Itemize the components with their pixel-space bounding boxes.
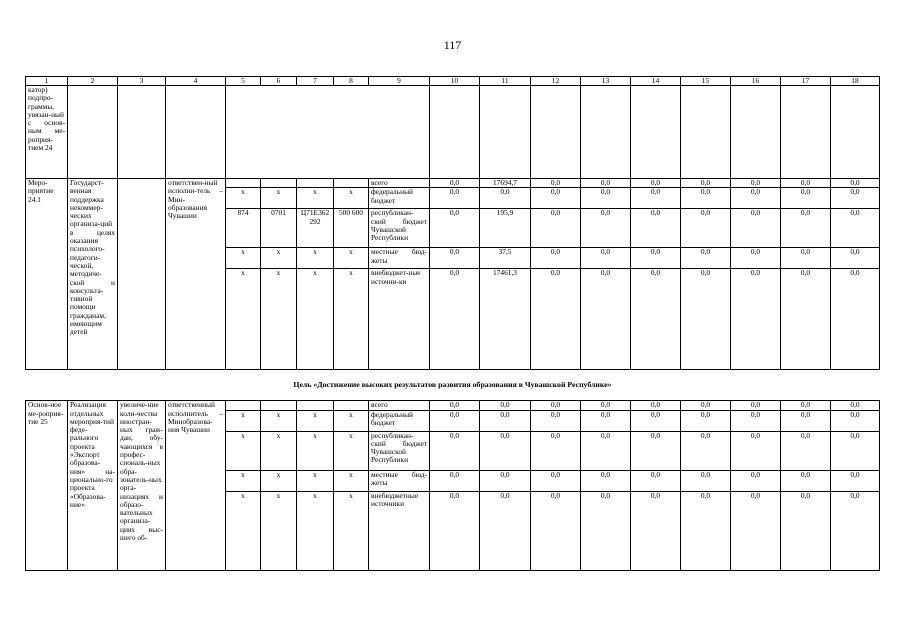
value-cell: 0,0 (681, 209, 731, 248)
executor-cell (166, 86, 226, 179)
column-number: 13 (581, 77, 631, 86)
target-item-cell: x (297, 470, 334, 491)
value-cell: 37,5 (480, 248, 531, 269)
codes-cell (226, 86, 430, 179)
value-cell: 0,0 (430, 410, 480, 431)
value-cell: 0,0 (631, 491, 681, 570)
name-cell: Государст-венная поддержка некоммер-ческих организа-ций в целях оказания психолого-педагоги-ческой, методиче-ской и консульта-тивной помощи гражданам, имеющим детей (68, 179, 118, 370)
funding-source-cell: федеральный бюджет (369, 188, 430, 209)
value-cell: 0,0 (731, 491, 781, 570)
grbs-cell: x (226, 269, 261, 370)
value-cell: 0,0 (831, 470, 880, 491)
value-cell (681, 86, 731, 179)
section-cell: x (261, 491, 297, 570)
value-cell: 0,0 (531, 188, 581, 209)
expense-type-cell: x (334, 431, 369, 470)
value-cell: 0,0 (531, 248, 581, 269)
value-cell: 0,0 (581, 401, 631, 410)
expense-type-cell: x (334, 470, 369, 491)
value-cell: 0,0 (731, 188, 781, 209)
status-cell: катор) подпро-граммы, увязан-ный с основ-ным ме-роприя-тием 24 (26, 86, 68, 179)
expense-type-cell (334, 401, 369, 410)
value-cell: 0,0 (781, 431, 831, 470)
value-cell: 0,0 (781, 410, 831, 431)
column-number: 10 (430, 77, 480, 86)
value-cell: 0,0 (631, 401, 681, 410)
executor-cell: ответственный исполнитель – Минобразова-ния Чувашии (166, 401, 226, 570)
value-cell: 0,0 (531, 209, 581, 248)
column-number: 6 (261, 77, 297, 86)
target-item-cell: Ц71Е362 292 (297, 209, 334, 248)
value-cell: 0,0 (781, 269, 831, 370)
value-cell: 0,0 (831, 401, 880, 410)
section-cell: x (261, 470, 297, 491)
value-cell: 17694,7 (480, 179, 531, 188)
value-cell: 0,0 (731, 431, 781, 470)
value-cell: 0,0 (480, 410, 531, 431)
expense-type-cell: x (334, 269, 369, 370)
value-cell: 195,9 (480, 209, 531, 248)
funding-source-cell: республикан-ский бюджет Чувашской Республики (369, 431, 430, 470)
value-cell: 0,0 (631, 188, 681, 209)
column-number: 17 (781, 77, 831, 86)
value-cell: 0,0 (581, 188, 631, 209)
value-cell: 0,0 (681, 269, 731, 370)
value-cell (531, 86, 581, 179)
value-cell: 0,0 (531, 401, 581, 410)
value-cell: 0,0 (781, 470, 831, 491)
value-cell: 0,0 (781, 179, 831, 188)
expense-type-cell: x (334, 248, 369, 269)
value-cell: 0,0 (831, 209, 880, 248)
expense-type-cell: x (334, 410, 369, 431)
section-cell: x (261, 188, 297, 209)
column-number: 16 (731, 77, 781, 86)
value-cell (631, 86, 681, 179)
target-item-cell: x (297, 248, 334, 269)
value-cell: 0,0 (531, 470, 581, 491)
target-item-cell: x (297, 491, 334, 570)
value-cell: 0,0 (480, 401, 531, 410)
value-cell: 0,0 (531, 179, 581, 188)
column-number: 9 (369, 77, 430, 86)
expense-type-cell: x (334, 491, 369, 570)
goal-heading: Цель «Достижение высоких результатов развития образования в Чувашской Республике» (26, 370, 880, 401)
value-cell: 0,0 (831, 410, 880, 431)
value-cell: 0,0 (681, 431, 731, 470)
value-cell: 0,0 (430, 269, 480, 370)
table-row (26, 179, 880, 188)
value-cell: 0,0 (781, 188, 831, 209)
target-item-cell (297, 401, 334, 410)
status-cell: Основ-ное ме-роприя-тие 25 (26, 401, 68, 570)
grbs-cell: x (226, 188, 261, 209)
value-cell: 0,0 (731, 470, 781, 491)
section-cell: x (261, 431, 297, 470)
target-item-cell: x (297, 410, 334, 431)
expense-type-cell: x (334, 188, 369, 209)
name-cell: Реализация отдельных мероприя-тий феде-рального проекта «Экспорт образова-ния» на-ционально-го проекта «Образова-ние» (68, 401, 118, 570)
target-item-cell: x (297, 269, 334, 370)
funding-source-cell: всего (369, 401, 430, 410)
value-cell: 0,0 (781, 491, 831, 570)
value-cell: 0,0 (731, 269, 781, 370)
grbs-cell: 874 (226, 209, 261, 248)
value-cell: 0,0 (631, 410, 681, 431)
value-cell: 0,0 (681, 179, 731, 188)
value-cell (781, 86, 831, 179)
goal-row (26, 370, 880, 401)
value-cell: 0,0 (430, 248, 480, 269)
indicator-cell (118, 179, 166, 370)
value-cell: 0,0 (831, 188, 880, 209)
value-cell (581, 86, 631, 179)
value-cell: 0,0 (681, 410, 731, 431)
funding-source-cell: местные бюд-жеты (369, 470, 430, 491)
value-cell: 0,0 (681, 248, 731, 269)
column-number: 5 (226, 77, 261, 86)
value-cell: 0,0 (681, 401, 731, 410)
funding-source-cell: федеральный бюджет (369, 410, 430, 431)
value-cell: 17461,3 (480, 269, 531, 370)
value-cell: 0,0 (681, 470, 731, 491)
grbs-cell (226, 401, 261, 410)
value-cell: 0,0 (430, 470, 480, 491)
value-cell: 0,0 (531, 410, 581, 431)
column-number: 18 (831, 77, 880, 86)
value-cell (430, 86, 480, 179)
value-cell: 0,0 (581, 410, 631, 431)
column-number-row (26, 77, 880, 86)
value-cell: 0,0 (831, 179, 880, 188)
value-cell: 0,0 (430, 209, 480, 248)
expense-type-cell: 500 600 (334, 209, 369, 248)
funding-source-cell: республикан-ский бюджет Чувашской Республики (369, 209, 430, 248)
grbs-cell (226, 179, 261, 188)
grbs-cell: x (226, 410, 261, 431)
column-number: 11 (480, 77, 531, 86)
value-cell: 0,0 (831, 248, 880, 269)
target-item-cell: x (297, 431, 334, 470)
value-cell: 0,0 (480, 431, 531, 470)
value-cell: 0,0 (581, 179, 631, 188)
value-cell: 0,0 (731, 179, 781, 188)
expense-type-cell (334, 179, 369, 188)
value-cell: 0,0 (831, 491, 880, 570)
value-cell: 0,0 (480, 470, 531, 491)
section-cell: x (261, 410, 297, 431)
table-row (26, 86, 880, 179)
column-number: 1 (26, 77, 68, 86)
value-cell: 0,0 (581, 431, 631, 470)
value-cell: 0,0 (831, 269, 880, 370)
value-cell: 0,0 (581, 491, 631, 570)
indicator-cell: увеличе-ние коли-чества иностран-ных граж-дан, обу-чающихся в профес-сиональ-ных обра-зователь-ных орга-низациях и образо-вательных организа-циях выс-шего об- (118, 401, 166, 570)
column-number: 3 (118, 77, 166, 86)
value-cell: 0,0 (631, 470, 681, 491)
grbs-cell: x (226, 491, 261, 570)
indicator-cell (118, 86, 166, 179)
funding-source-cell: всего (369, 179, 430, 188)
funding-source-cell: внебюджет-ные источни-ки (369, 269, 430, 370)
value-cell: 0,0 (781, 248, 831, 269)
table-row (26, 401, 880, 410)
value-cell: 0,0 (831, 431, 880, 470)
target-item-cell: x (297, 188, 334, 209)
funding-source-cell: местные бюд-жеты (369, 248, 430, 269)
value-cell (831, 86, 880, 179)
value-cell: 0,0 (430, 491, 480, 570)
value-cell: 0,0 (430, 179, 480, 188)
value-cell: 0,0 (480, 188, 531, 209)
value-cell: 0,0 (781, 209, 831, 248)
section-cell: 0701 (261, 209, 297, 248)
value-cell: 0,0 (681, 491, 731, 570)
value-cell: 0,0 (631, 431, 681, 470)
section-cell (261, 179, 297, 188)
column-number: 8 (334, 77, 369, 86)
executor-cell: ответствен-ный исполни-тель – Мин-образования Чувашии (166, 179, 226, 370)
column-number: 7 (297, 77, 334, 86)
section-cell: x (261, 269, 297, 370)
funding-source-cell: внебюджетные источники (369, 491, 430, 570)
value-cell: 0,0 (531, 491, 581, 570)
value-cell: 0,0 (581, 470, 631, 491)
value-cell: 0,0 (731, 248, 781, 269)
value-cell: 0,0 (731, 410, 781, 431)
budget-table (25, 76, 880, 571)
value-cell: 0,0 (430, 401, 480, 410)
value-cell: 0,0 (430, 431, 480, 470)
value-cell: 0,0 (581, 248, 631, 269)
grbs-cell: x (226, 470, 261, 491)
grbs-cell: x (226, 431, 261, 470)
section-cell: x (261, 248, 297, 269)
value-cell: 0,0 (781, 401, 831, 410)
value-cell: 0,0 (581, 269, 631, 370)
value-cell: 0,0 (581, 209, 631, 248)
status-cell: Меро-приятие 24.1 (26, 179, 68, 370)
column-number: 14 (631, 77, 681, 86)
value-cell: 0,0 (631, 179, 681, 188)
target-item-cell (297, 179, 334, 188)
section-cell (261, 401, 297, 410)
value-cell: 0,0 (430, 188, 480, 209)
value-cell (731, 86, 781, 179)
column-number: 12 (531, 77, 581, 86)
value-cell: 0,0 (631, 269, 681, 370)
value-cell: 0,0 (480, 491, 531, 570)
page-number: 117 (443, 38, 462, 52)
value-cell: 0,0 (631, 248, 681, 269)
name-cell (68, 86, 118, 179)
value-cell: 0,0 (631, 209, 681, 248)
value-cell: 0,0 (681, 188, 731, 209)
column-number: 2 (68, 77, 118, 86)
value-cell: 0,0 (731, 401, 781, 410)
value-cell: 0,0 (531, 269, 581, 370)
grbs-cell: x (226, 248, 261, 269)
value-cell (480, 86, 531, 179)
column-number: 4 (166, 77, 226, 86)
value-cell: 0,0 (531, 431, 581, 470)
value-cell: 0,0 (731, 209, 781, 248)
column-number: 15 (681, 77, 731, 86)
